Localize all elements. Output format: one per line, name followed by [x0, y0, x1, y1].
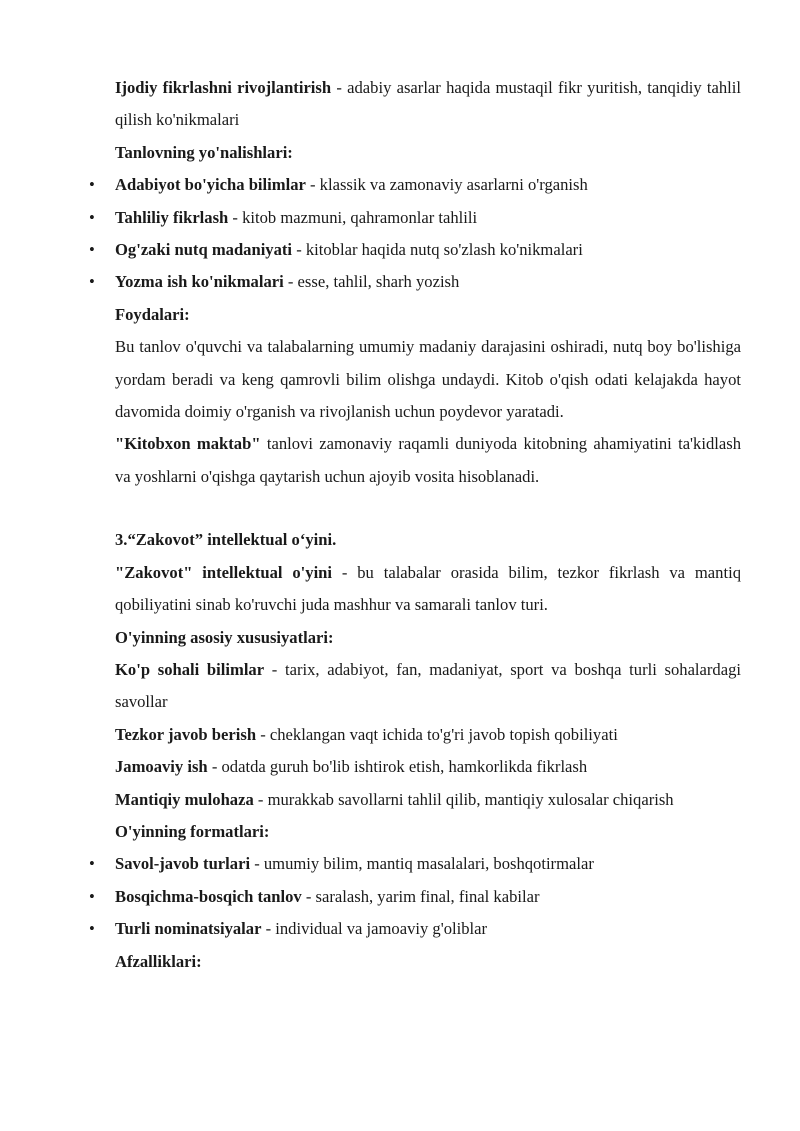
- bullet-icon: •: [89, 175, 95, 195]
- feature-term: Ko'p sohali bilimlar: [115, 659, 265, 679]
- benefits-heading: Foydalari:: [115, 304, 190, 324]
- bullet-icon: •: [89, 886, 95, 906]
- zakovot-term: "Zakovot" intellektual o'yini: [115, 562, 333, 582]
- list-item-text: - umumiy bilim, mantiq masalalari, boshqotirmalar: [250, 854, 594, 874]
- list-item: [89, 234, 741, 266]
- bullet-icon: •: [89, 207, 95, 227]
- feature-item: [115, 751, 741, 783]
- feature-text: - cheklangan vaqt ichida to'g'ri javob topish qobiliyati: [256, 724, 618, 744]
- formats-heading: O'yinning formatlari:: [115, 821, 270, 841]
- list-item-term: Yozma ish ko'nikmalari: [115, 272, 284, 292]
- feature-term: Mantiqiy mulohaza: [115, 789, 254, 809]
- section-title: 3.“Zakovot” intellektual o‘yini.: [115, 530, 337, 550]
- bullet-icon: •: [89, 240, 95, 260]
- bullet-icon: •: [89, 854, 95, 874]
- conclusion-paragraph: [115, 428, 741, 493]
- list-item: [89, 202, 741, 234]
- list-item-term: Og'zaki nutq madaniyati: [115, 240, 293, 260]
- list-item-text: - esse, tahlil, sharh yozish: [283, 272, 460, 292]
- intro-paragraph: [115, 72, 741, 137]
- list-item: [89, 848, 741, 880]
- list-item-term: Bosqichma-bosqich tanlov: [115, 886, 302, 906]
- list-item-text: - kitob mazmuni, qahramonlar tahlili: [228, 207, 478, 227]
- feature-text: - tarix, adabiyot, fan, madaniyat, sport va boshqa turli sohalardagi savollar: [115, 659, 742, 712]
- page-content: [89, 72, 742, 978]
- feature-item: [115, 784, 741, 816]
- bullet-icon: •: [89, 919, 95, 939]
- feature-term: Tezkor javob berish: [115, 724, 257, 744]
- list-item-term: Savol-javob turlari: [115, 854, 251, 874]
- conclusion-text: tanlovi zamonaviy raqamli duniyoda kitobning ahamiyatini ta'kidlash va yoshlarni o'qishga qaytarish uchun ajoyib vosita hisoblanadi.: [115, 434, 741, 486]
- advantages-heading: Afzalliklari:: [115, 951, 202, 971]
- list-item: [89, 266, 741, 298]
- feature-item: [115, 654, 741, 719]
- feature-text: - odatda guruh bo'lib ishtirok etish, hamkorlikda fikrlash: [207, 757, 588, 777]
- list-item-text: - kitoblar haqida nutq so'zlash ko'nikmalari: [292, 240, 583, 260]
- feature-term: Jamoaviy ish: [115, 757, 208, 777]
- conclusion-term: "Kitobxon maktab": [115, 434, 261, 454]
- list-item-text: - individual va jamoaviy g'oliblar: [261, 919, 488, 939]
- list-item-term: Tahliliy fikrlash: [115, 207, 229, 227]
- intro-term: Ijodiy fikrlashni rivojlantirish: [115, 78, 332, 97]
- zakovot-text: - bu talabalar orasida bilim, tezkor fikrlash va mantiq qobiliyatini sinab ko'ruvchi juda mashhur va samarali tanlov turi.: [115, 562, 741, 615]
- benefits-paragraph: Bu tanlov o'quvchi va talabalarning umumiy madaniy darajasini oshiradi, nutq boy bo'lishiga yordam beradi va keng qamrovli bilim olishga undaydi. Kitob o'qish odati kelajakda hayot davomida doimiy o'rganish va rivojlanish uchun poydevor yaratadi.: [115, 337, 741, 422]
- bullet-icon: •: [89, 272, 95, 292]
- features-heading: O'yinning asosiy xususiyatlari:: [115, 627, 334, 647]
- section-spacer: [115, 493, 741, 524]
- list-item-text: - saralash, yarim final, final kabilar: [301, 886, 540, 906]
- list-item-text: - klassik va zamonaviy asarlarni o'rganish: [305, 175, 588, 195]
- intro-text: - adabiy asarlar haqida mustaqil fikr yuritish, tanqidiy tahlil qilish ko'nikmalari: [115, 78, 741, 130]
- feature-item: [115, 719, 741, 751]
- list-item: [89, 881, 741, 913]
- zakovot-intro-paragraph: [115, 557, 741, 622]
- directions-heading: Tanlovning yo'nalishlari:: [115, 142, 293, 162]
- list-item: [89, 913, 741, 945]
- list-item: [89, 169, 741, 201]
- feature-text: - murakkab savollarni tahlil qilib, mantiqiy xulosalar chiqarish: [253, 789, 674, 809]
- list-item-term: Adabiyot bo'yicha bilimlar: [115, 175, 306, 195]
- list-item-term: Turli nominatsiyalar: [115, 919, 262, 939]
